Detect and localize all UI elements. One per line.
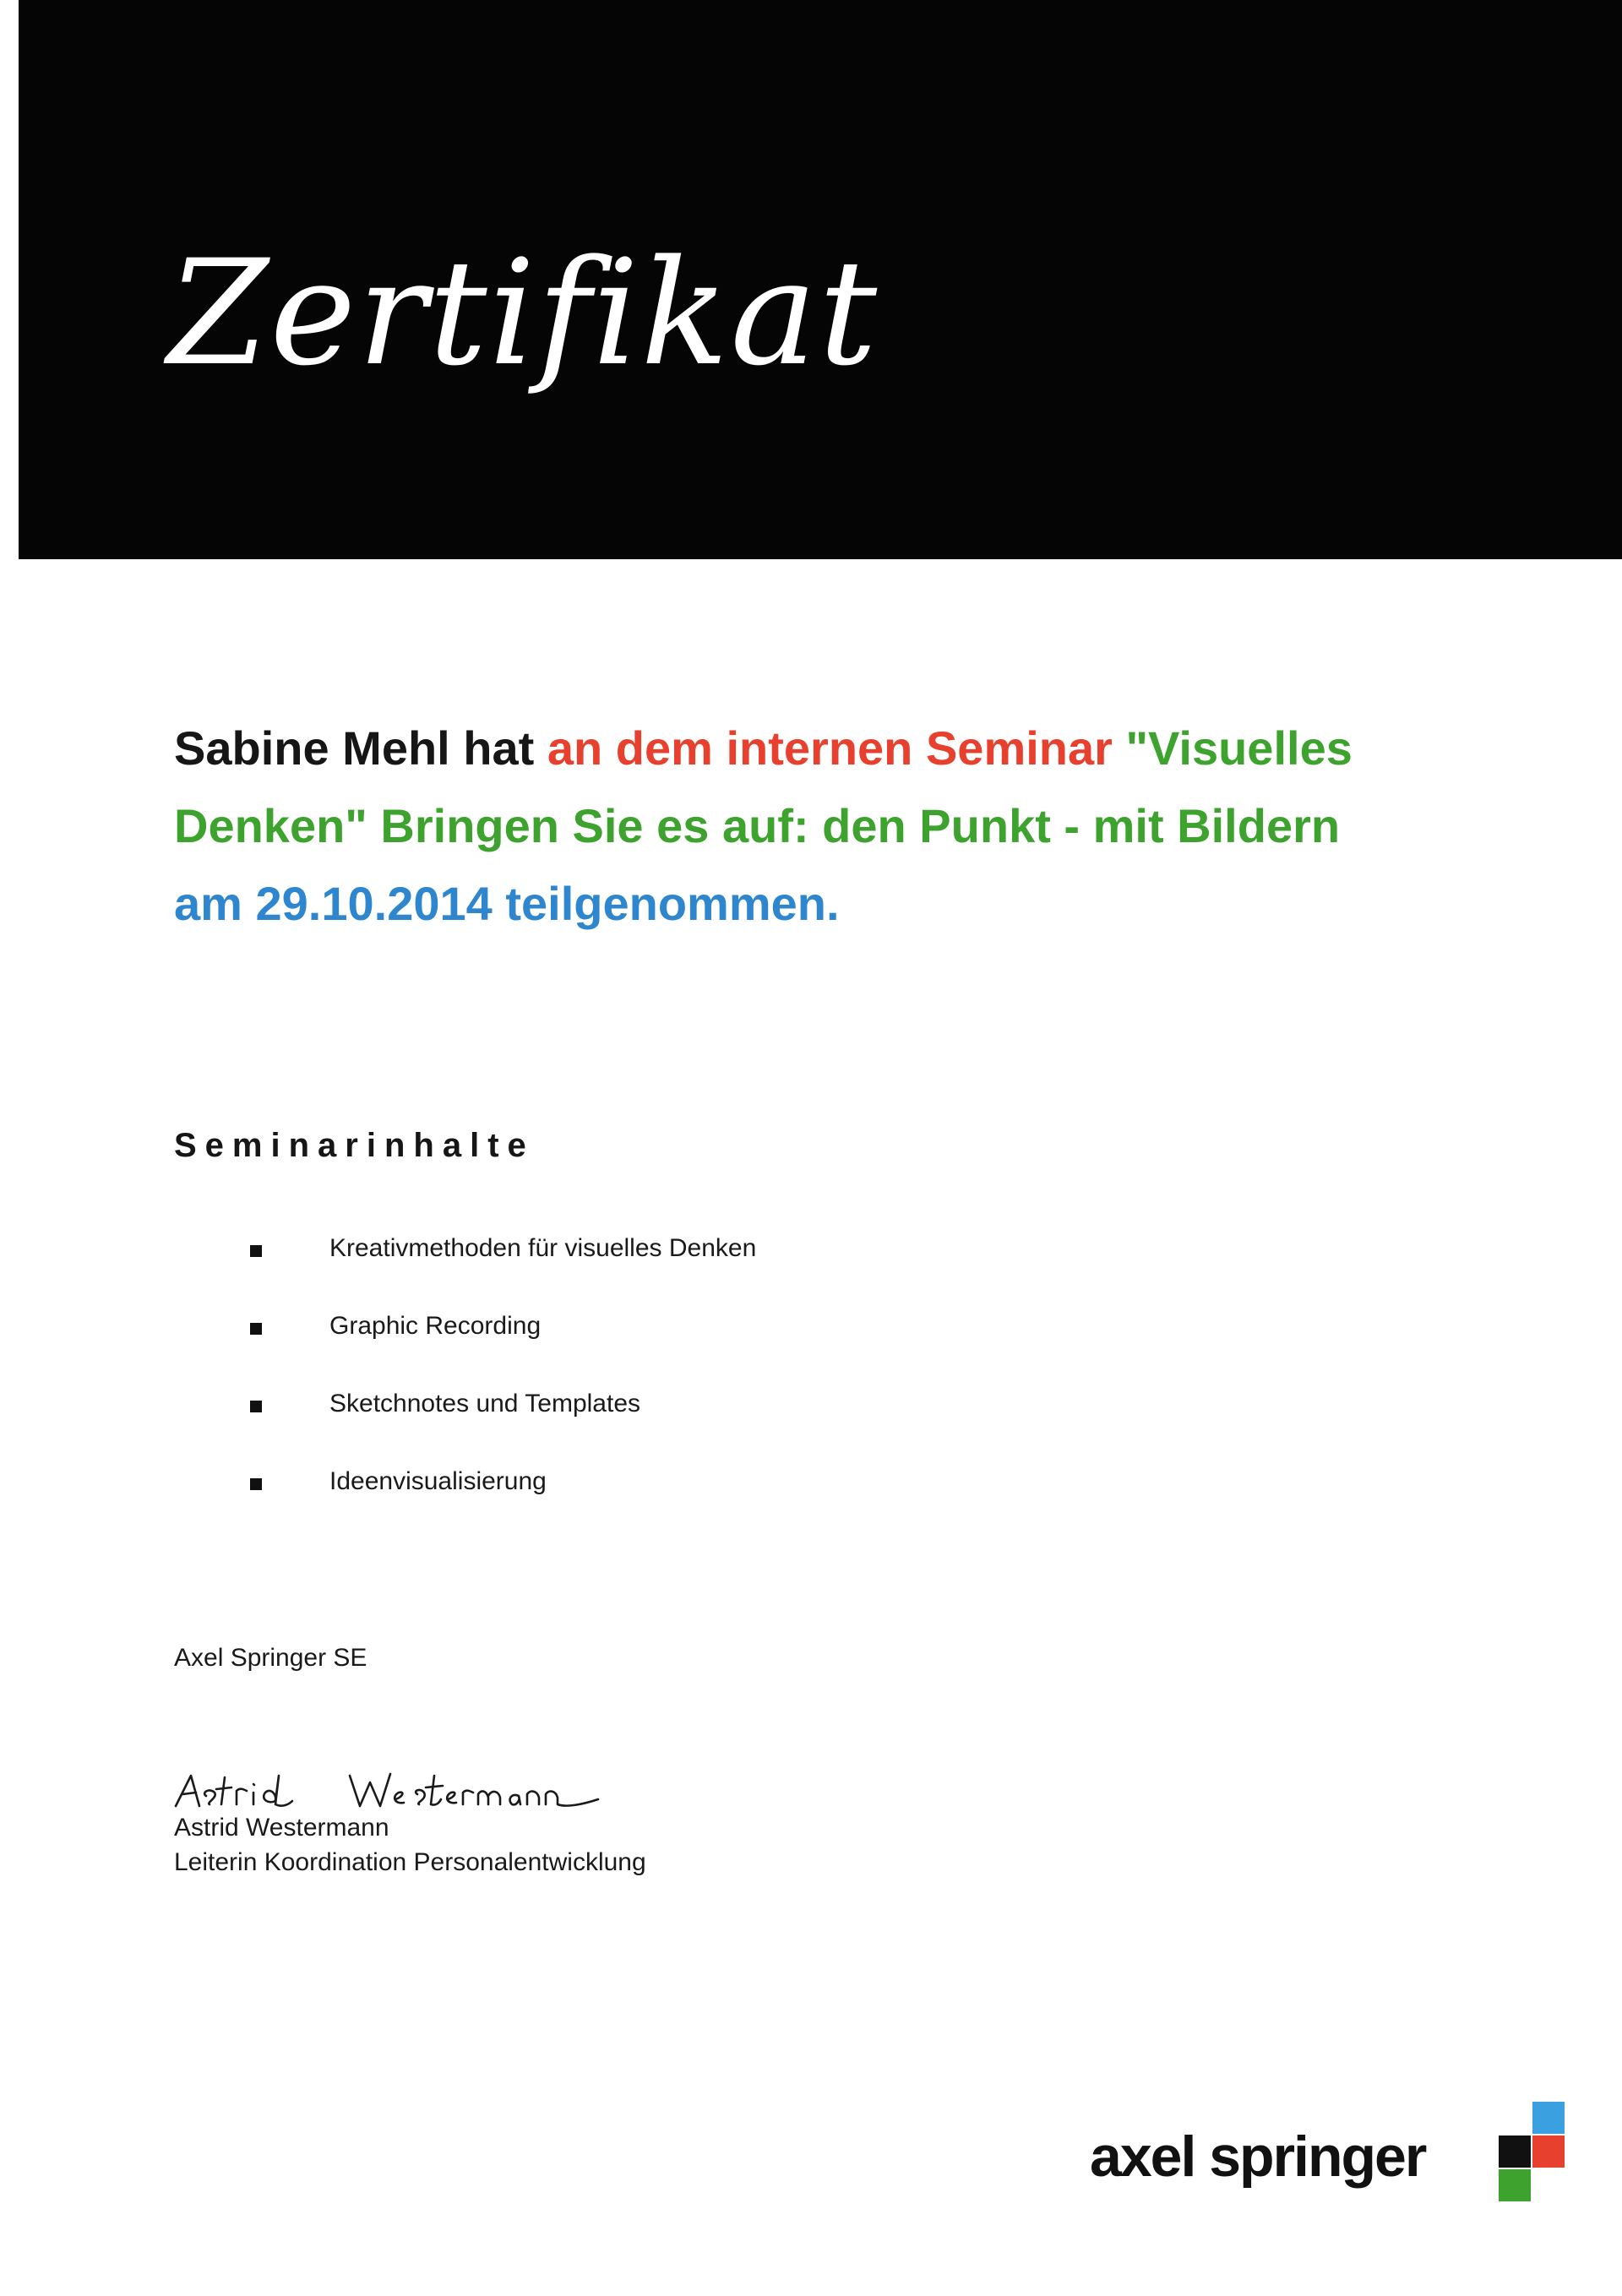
logo-square-black xyxy=(1499,2135,1531,2168)
contents-heading: Seminarinhalte xyxy=(174,1127,535,1164)
list-item-label: Ideenvisualisierung xyxy=(329,1467,547,1495)
list-item xyxy=(250,1230,756,1308)
logo-square-green xyxy=(1499,2169,1531,2201)
list-item xyxy=(250,1308,756,1385)
list-item-label: Graphic Recording xyxy=(329,1312,542,1340)
signer-name: Astrid Westermann xyxy=(174,1814,389,1842)
list-item xyxy=(250,1385,756,1463)
list-item-label: Sketchnotes und Templates xyxy=(329,1390,641,1417)
certificate-statement xyxy=(174,710,1374,943)
axel-springer-logo xyxy=(1090,2102,1571,2206)
list-item xyxy=(250,1463,756,1541)
logo-wordmark: axel springer xyxy=(1090,2125,1426,2189)
logo-square-red xyxy=(1532,2135,1565,2168)
certificate-title: Zertifikat xyxy=(167,228,879,398)
list-item-label: Kreativmethoden für visuelles Denken xyxy=(329,1234,757,1262)
participant-name: Sabine Mehl hat xyxy=(174,721,535,775)
statement-closing: teilgenommen. xyxy=(505,877,840,930)
contents-list xyxy=(250,1230,756,1541)
seminar-date: am 29.10.2014 xyxy=(174,877,493,930)
square-bullet-icon xyxy=(250,1245,262,1257)
square-bullet-icon xyxy=(250,1478,262,1490)
logo-squares-icon xyxy=(1499,2102,1565,2206)
signer-role: Leiterin Koordination Personalentwicklung xyxy=(174,1848,646,1876)
square-bullet-icon xyxy=(250,1401,262,1412)
seminar-intro: an dem internen Seminar xyxy=(547,721,1113,775)
handwritten-signature xyxy=(169,1757,608,1816)
logo-square-blue xyxy=(1532,2102,1565,2134)
square-bullet-icon xyxy=(250,1323,262,1335)
seminar-title: "Visuelles Denken" Bringen Sie es auf: den Punkt - mit Bildern xyxy=(174,721,1353,852)
issuer-company: Axel Springer SE xyxy=(174,1644,367,1672)
